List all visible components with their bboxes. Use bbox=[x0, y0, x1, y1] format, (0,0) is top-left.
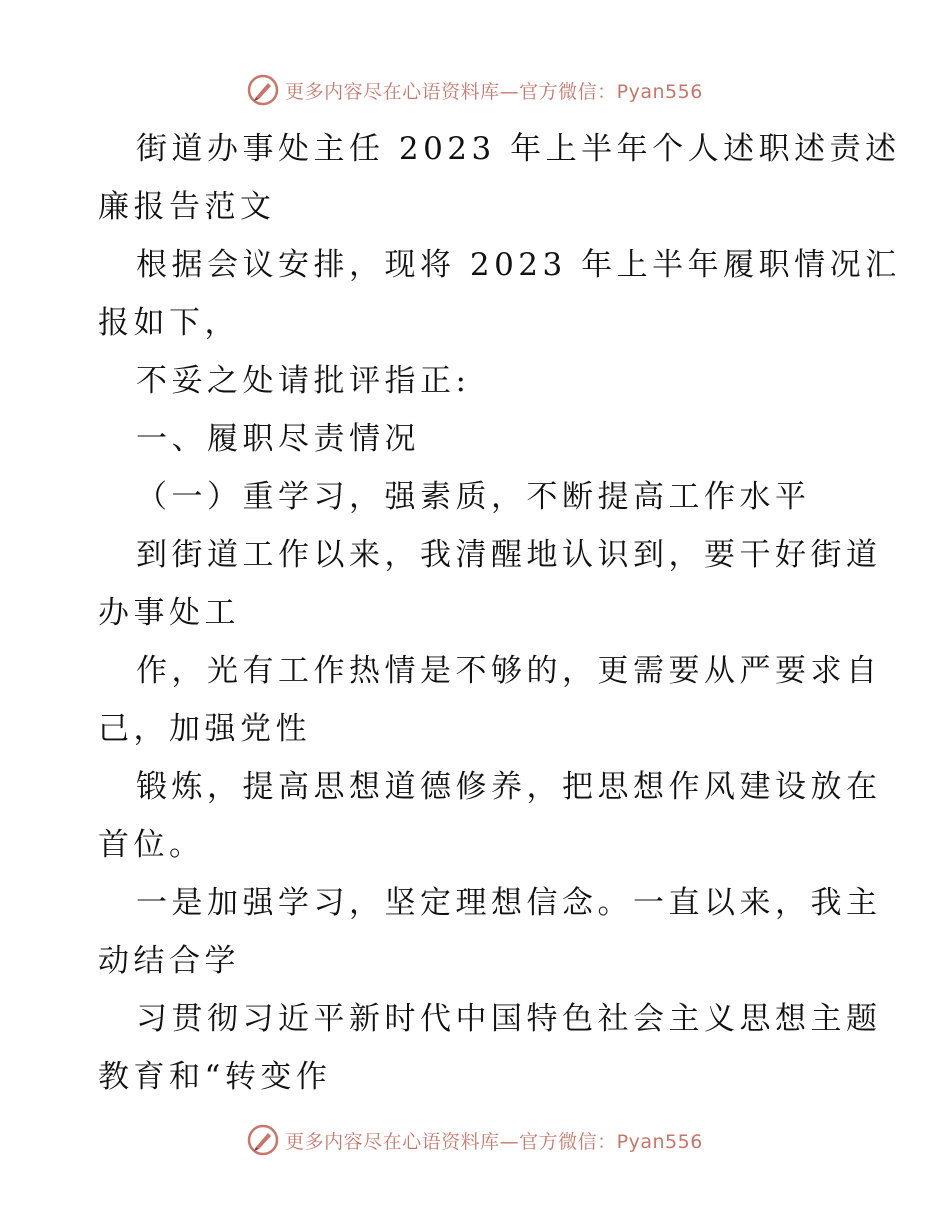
paragraph-line: 首位。 bbox=[98, 827, 205, 863]
paragraph-line: 不妥之处请批评指正: bbox=[136, 363, 471, 399]
paragraph-line: 动结合学 bbox=[98, 943, 240, 979]
paragraph-line: 办事处工 bbox=[98, 595, 240, 631]
paragraph-line: 报如下， bbox=[98, 305, 240, 341]
section-heading: 一、履职尽责情况 bbox=[136, 421, 420, 457]
subsection-heading: （一）重学习，强素质，不断提高工作水平 bbox=[136, 479, 811, 515]
watermark-text: 更多内容尽在心语资料库—官方微信：Pyan556 bbox=[285, 1130, 703, 1153]
paragraph-line: 己，加强党性 bbox=[98, 711, 311, 747]
title-line-2: 廉报告范文 bbox=[98, 189, 276, 225]
title-line-1: 街道办事处主任 2023 年上半年个人述职述责述 bbox=[136, 131, 901, 167]
watermark-text: 更多内容尽在心语资料库—官方微信：Pyan556 bbox=[285, 80, 703, 103]
paragraph-line: 作，光有工作热情是不够的，更需要从严要求自 bbox=[136, 653, 882, 689]
paragraph-line: 到街道工作以来，我清醒地认识到，要干好街道 bbox=[136, 537, 882, 573]
pen-logo-icon bbox=[247, 1124, 279, 1156]
header-watermark bbox=[0, 70, 950, 110]
document-body bbox=[98, 120, 901, 1106]
footer-watermark bbox=[0, 1120, 950, 1160]
paragraph-line: 根据会议安排，现将 2023 年上半年履职情况汇 bbox=[136, 247, 901, 283]
paragraph-line: 教育和“转变作 bbox=[98, 1059, 332, 1095]
paragraph-line: 习贯彻习近平新时代中国特色社会主义思想主题 bbox=[136, 1001, 882, 1037]
pen-logo-icon bbox=[247, 74, 279, 106]
paragraph-line: 一是加强学习，坚定理想信念。一直以来，我主 bbox=[136, 885, 882, 921]
paragraph-line: 锻炼，提高思想道德修养，把思想作风建设放在 bbox=[136, 769, 882, 805]
